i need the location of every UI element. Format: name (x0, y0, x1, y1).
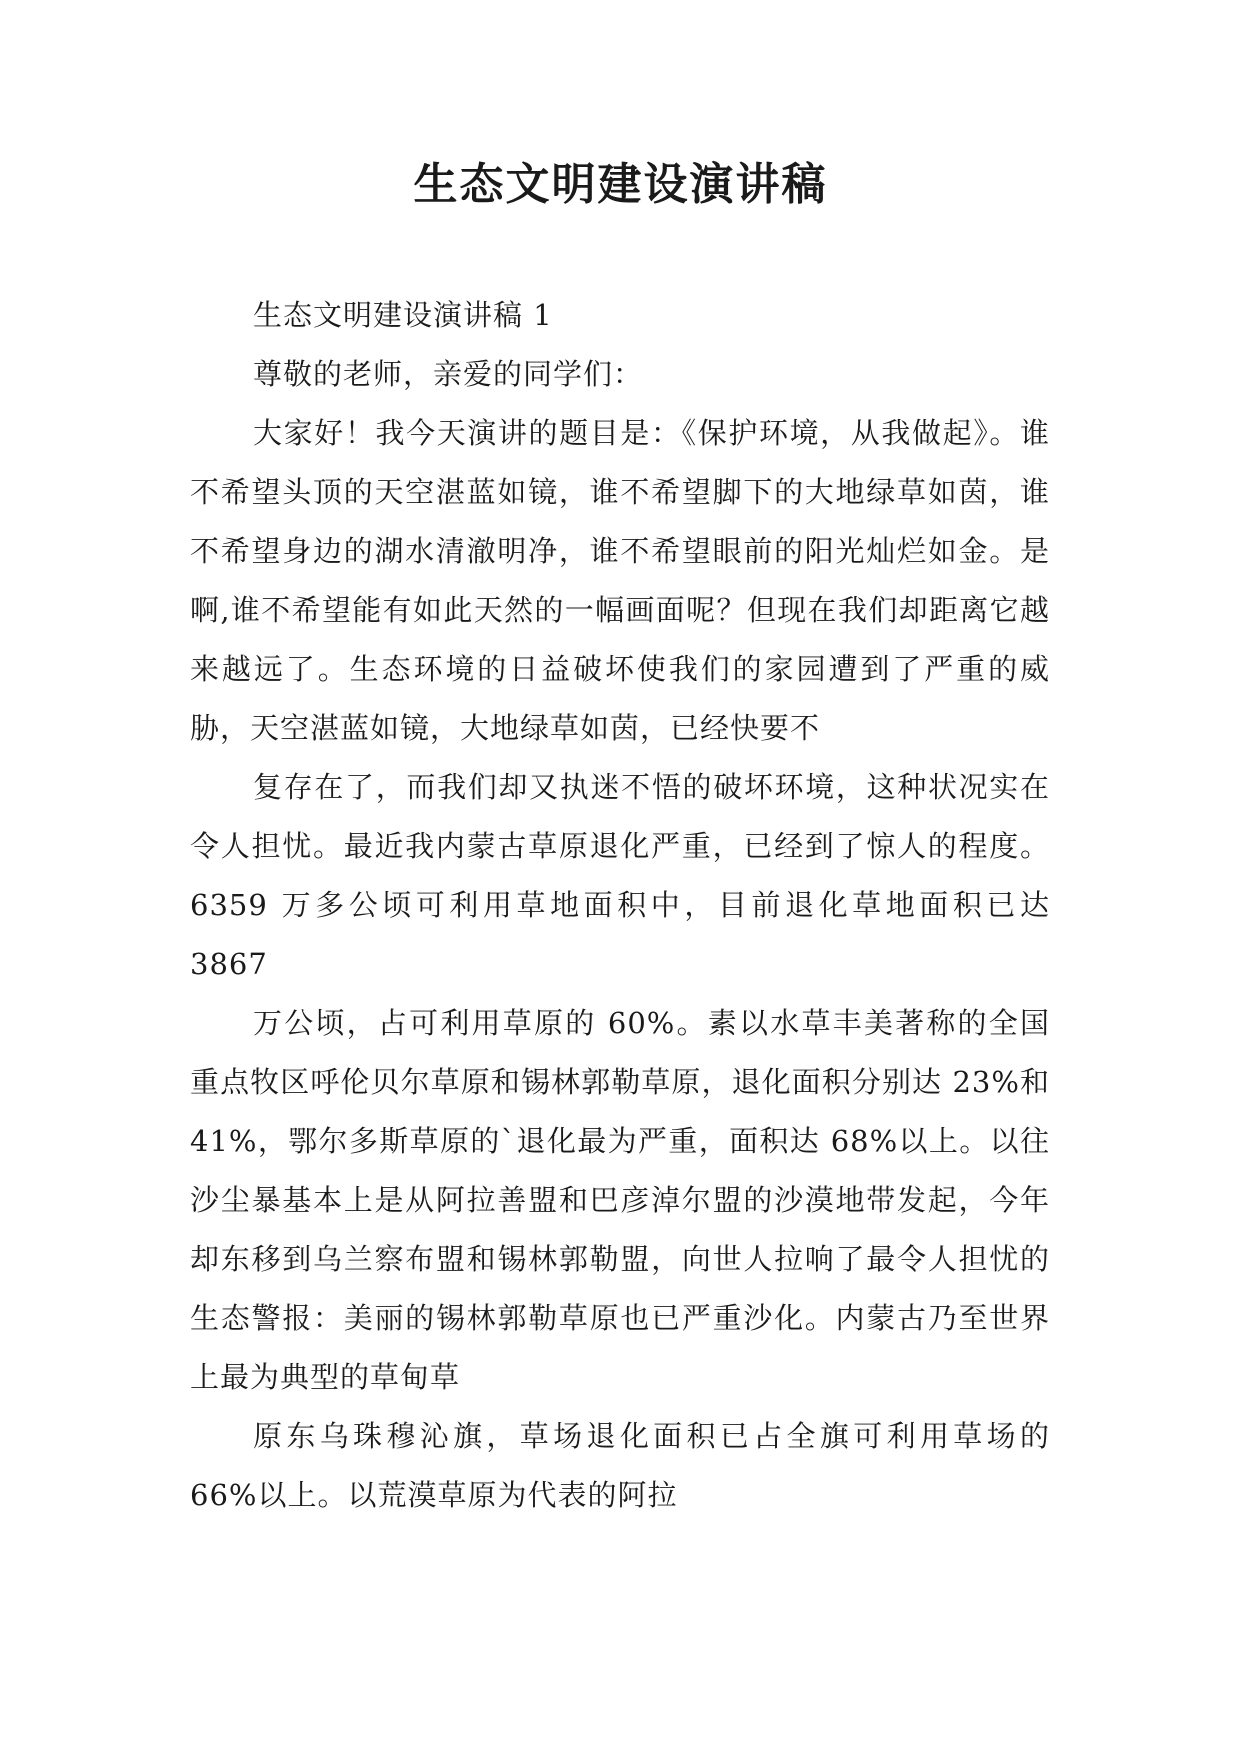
document-body (190, 286, 1050, 1525)
body-paragraph: 原东乌珠穆沁旗，草场退化面积已占全旗可利用草场的 66%以上。以荒漠草原为代表的阿拉 (190, 1419, 1050, 1512)
document-title: 生态文明建设演讲稿 (413, 159, 828, 210)
salutation: 尊敬的老师，亲爱的同学们： (253, 357, 644, 391)
section-heading: 生态文明建设演讲稿 1 (253, 298, 553, 332)
body-paragraph: 万公顷，占可利用草原的 60%。素以水草丰美著称的全国重点牧区呼伦贝尔草原和锡林郭勒草原，退化面积分别达 23%和 41%，鄂尔多斯草原的`退化最为严重，面积达 68%以上。以往沙尘暴基本上是从阿拉善盟和巴彦淖尔盟的沙漠地带发起，今年却东移到乌兰察布盟和锡林郭勒盟，向世人拉响了最令人担忧的生态警报：美丽的锡林郭勒草原也已严重沙化。内蒙古乃至世界上最为典型的草甸草 (190, 1006, 1050, 1394)
body-paragraph: 大家好！我今天演讲的题目是：《保护环境，从我做起》。谁不希望头顶的天空湛蓝如镜，谁不希望脚下的大地绿草如茵，谁不希望身边的湖水清澈明净，谁不希望眼前的阳光灿烂如金。是啊,谁不希望能有如此天然的一幅画面呢？但现在我们却距离它越来越远了。生态环境的日益破坏使我们的家园遭到了严重的威胁，天空湛蓝如镜，大地绿草如茵，已经快要不 (190, 416, 1050, 745)
body-paragraph: 复存在了，而我们却又执迷不悟的破坏环境，这种状况实在令人担忧。最近我内蒙古草原退化严重，已经到了惊人的程度。6359 万多公顷可利用草地面积中，目前退化草地面积已达 3867 (190, 770, 1050, 981)
